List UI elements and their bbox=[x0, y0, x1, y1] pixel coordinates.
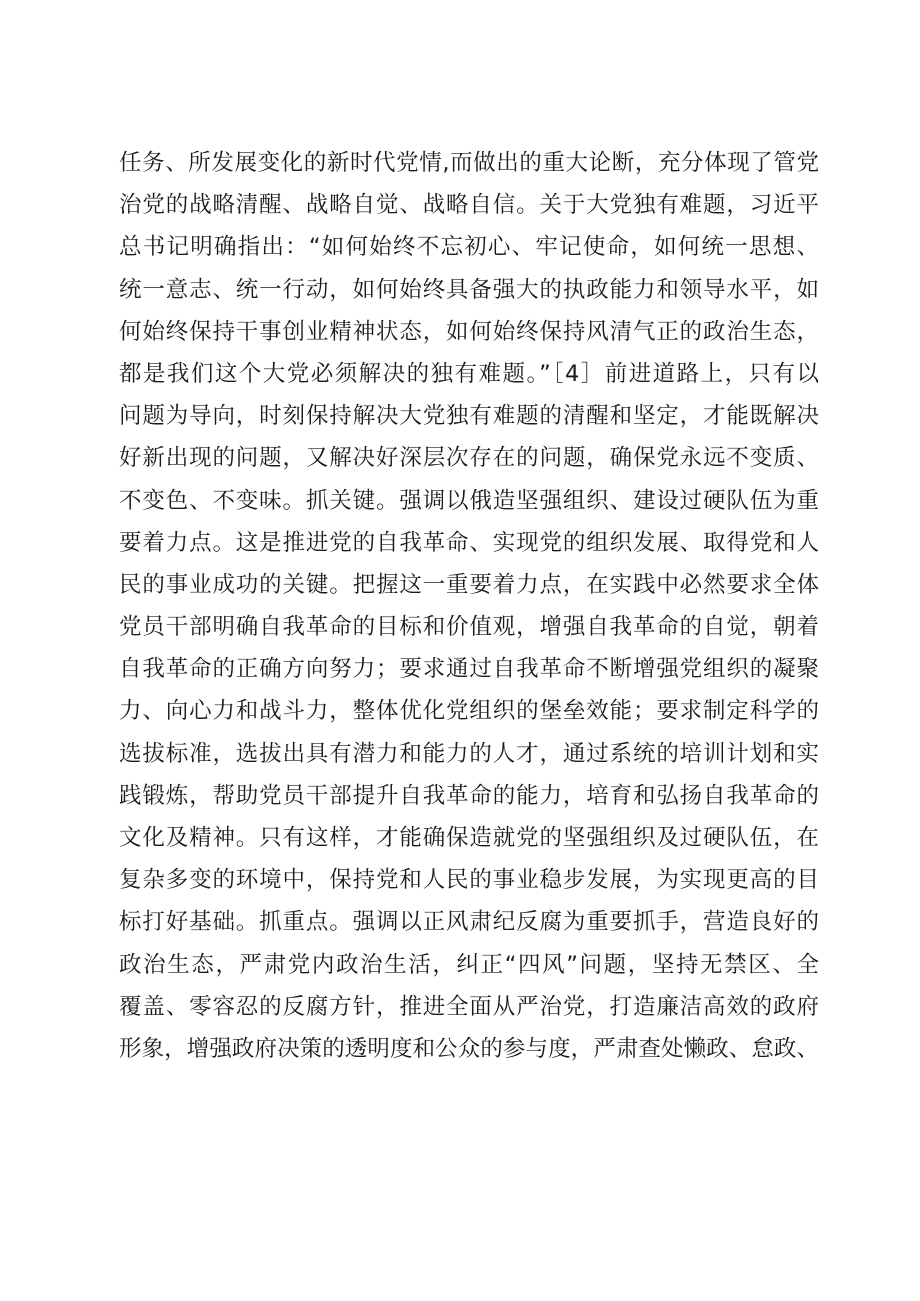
text-line: 问题为导向，时刻保持解决大党独有难题的清醒和坚定，才能既解决 bbox=[119, 403, 819, 430]
text-line: 都是我们这个大党必须解决的独有难题。”［4］前进道路上，只有以 bbox=[119, 360, 819, 387]
text-line: 选拔标准，选拔出具有潜力和能力的人才，通过系统的培训计划和实 bbox=[119, 740, 819, 767]
text-line: 统一意志、统一行动，如何始终具备强大的执政能力和领导水平，如 bbox=[119, 276, 819, 303]
text-line: 民的事业成功的关键。把握这一重要着力点，在实践中必然要求全体 bbox=[119, 571, 819, 598]
body-paragraph bbox=[119, 142, 819, 1070]
text-line: 治党的战略清醒、战略自觉、战略自信。关于大党独有难题，习近平 bbox=[119, 192, 819, 219]
text-line: 复杂多变的环境中，保持党和人民的事业稳步发展，为实现更高的目 bbox=[119, 867, 819, 894]
text-line: 践锻炼，帮助党员干部提升自我革命的能力，培育和弘扬自我革命的 bbox=[119, 782, 819, 809]
text-line: 不变色、不变味。抓关键。强调以俄造坚强组织、建设过硬队伍为重 bbox=[119, 487, 819, 514]
text-line: 总书记明确指出：“如何始终不忘初心、牢记使命，如何统一思想、 bbox=[119, 234, 819, 261]
text-line: 力、向心力和战斗力，整体优化党组织的堡垒效能；要求制定科学的 bbox=[119, 698, 819, 725]
text-line: 党员干部明确自我革命的目标和价值观，增强自我革命的自觉，朝着 bbox=[119, 614, 819, 641]
text-line: 要着力点。这是推进党的自我革命、实现党的组织发展、取得党和人 bbox=[119, 529, 819, 556]
text-line: 形象，增强政府决策的透明度和公众的参与度，严肃查处懒政、怠政、 bbox=[119, 1035, 819, 1062]
text-line: 标打好基础。抓重点。强调以正风肃纪反腐为重要抓手，营造良好的 bbox=[119, 909, 819, 936]
text-line: 覆盖、零容忍的反腐方针，推进全面从严治党，打造廉洁高效的政府 bbox=[119, 993, 819, 1020]
text-line: 文化及精神。只有这样，才能确保造就党的坚强组织及过硬队伍，在 bbox=[119, 825, 819, 851]
text-line: 自我革命的正确方向努力；要求通过自我革命不断增强党组织的凝聚 bbox=[119, 656, 819, 683]
text-line: 好新出现的问题，又解决好深层次存在的问题，确保党永远不变质、 bbox=[119, 445, 819, 472]
text-line: 任务、所发展变化的新时代党情,而做出的重大论断，充分体现了管党 bbox=[119, 150, 819, 176]
text-line: 政治生态，严肃党内政治生活，纠正“四风”问题，坚持无禁区、全 bbox=[119, 951, 819, 978]
text-line: 何始终保持干事创业精神状态，如何始终保持风清气正的政治生态， bbox=[119, 318, 819, 345]
